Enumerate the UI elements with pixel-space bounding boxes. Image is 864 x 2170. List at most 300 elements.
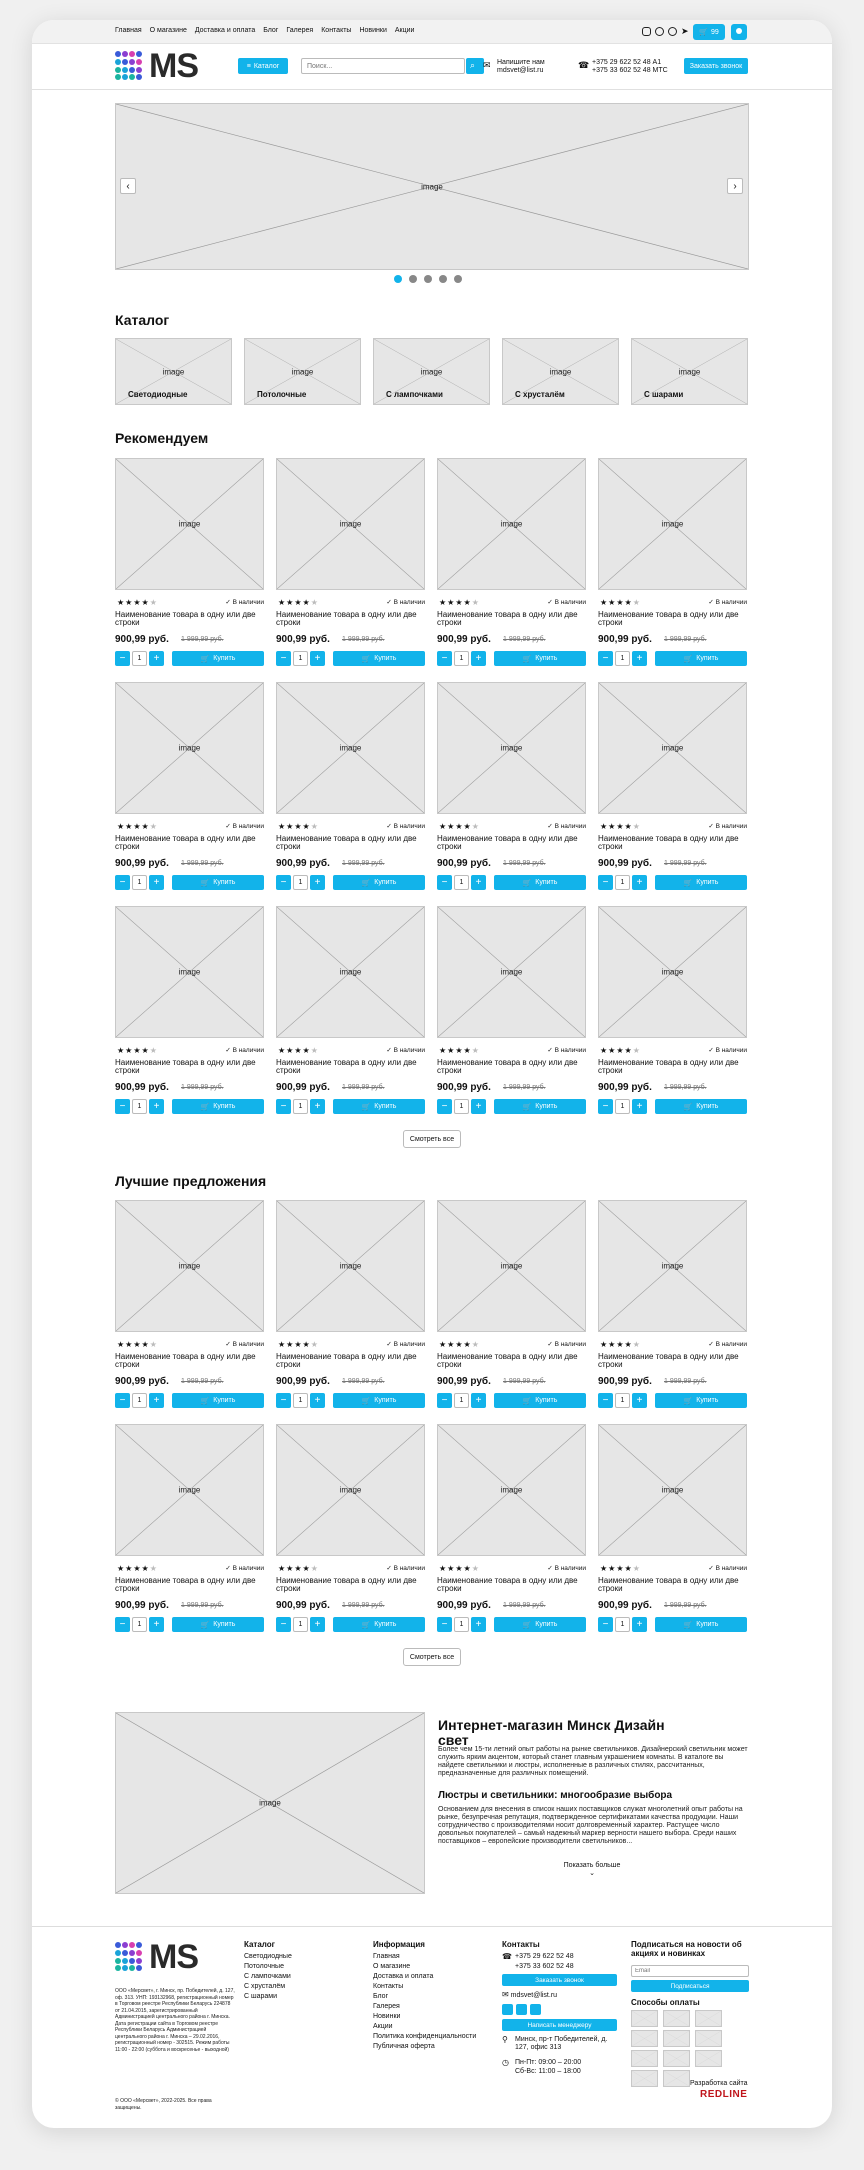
qty-plus-button[interactable]: + [632,1617,647,1632]
buy-label: Купить [535,879,558,886]
qty-plus-button[interactable]: + [632,875,647,890]
product-image-label: image [178,967,201,977]
search-button[interactable] [466,58,484,74]
location-icon: ⚲ [502,2035,508,2044]
stock-label: В наличии [232,1047,264,1054]
product-image[interactable] [598,1424,747,1556]
footer-hours [502,2058,581,2076]
star-icon: ★★★★ [117,598,150,607]
buy-label: Купить [374,1621,397,1628]
star-icon: ★★★★ [278,822,311,831]
product-name[interactable]: Наименование товара в одну или две строки [115,1058,256,1075]
buy-button[interactable] [655,875,747,890]
buy-button[interactable] [172,875,264,890]
footer-info-link[interactable]: Политика конфиденциальности [373,2033,477,2040]
slider-dot[interactable] [409,275,417,283]
qty-minus-button[interactable]: − [598,1393,613,1408]
callback-button[interactable]: Заказать звонок [684,58,748,74]
product-price: 900,99 руб. [437,634,491,645]
mail-icon: ✉ [483,60,491,70]
qty-minus-button[interactable]: − [598,1617,613,1632]
catalog-title: Каталог [115,312,170,328]
footer-email[interactable] [502,1990,557,2001]
qty-plus-button[interactable]: + [471,1099,486,1114]
qty-input[interactable]: 1 [132,875,147,890]
check-icon: ✓ [547,1565,555,1572]
product-name[interactable]: Наименование товара в одну или две строки [437,1058,578,1075]
qty-plus-button[interactable]: + [632,1099,647,1114]
buy-button[interactable] [172,1393,264,1408]
stock-status [386,598,425,606]
qty-plus-button[interactable]: + [310,1099,325,1114]
star-empty-icon: ★ [149,822,158,831]
product-name[interactable]: Наименование товара в одну или две строки [276,834,417,851]
product-old-price: 1 999,99 руб. [181,1602,224,1609]
footer-catalog-link[interactable]: С шарами [244,1993,278,2000]
viber-icon[interactable] [655,27,664,36]
check-icon: ✓ [547,1047,555,1054]
product-name[interactable]: Наименование товара в одну или две строки [598,1058,739,1075]
qty-input[interactable]: 1 [454,1099,469,1114]
nav-item-home[interactable]: Главная [115,27,142,34]
product-card [115,906,264,1132]
rating-stars [117,822,158,831]
nav-item-gallery[interactable]: Галерея [286,27,314,34]
product-name[interactable]: Наименование товара в одну или две строки [115,1352,256,1369]
star-icon: ★★★★ [600,1564,633,1573]
product-old-price: 1 999,99 руб. [503,860,546,867]
product-name[interactable]: Наименование товара в одну или две строки [598,834,739,851]
check-icon: ✓ [386,599,394,606]
star-icon: ★★★★ [439,1340,472,1349]
footer-info-link[interactable]: Публичная оферта [373,2043,435,2050]
qty-minus-button[interactable]: − [437,875,452,890]
star-empty-icon: ★ [632,598,641,607]
product-image[interactable] [598,1200,747,1332]
product-name[interactable]: Наименование товара в одну или две строки [598,1576,739,1593]
check-icon: ✓ [547,599,555,606]
stock-label: В наличии [715,599,747,606]
star-empty-icon: ★ [310,822,319,831]
product-card [437,458,586,684]
buy-button[interactable] [172,1617,264,1632]
footer-phones[interactable] [502,1952,574,1972]
social-icons [642,26,689,37]
nav-item-about[interactable]: О магазине [149,27,187,34]
catalog-button[interactable] [238,58,288,74]
footer-email-value: mdsvet@list.ru [510,1992,558,1999]
developer-logo[interactable]: REDLINE [700,2089,748,2100]
cart-button[interactable] [693,24,725,40]
catalog-card-label: С хрусталём [515,390,565,399]
footer-info-link[interactable]: Блог [373,1993,389,2000]
qty-plus-button[interactable]: + [310,1617,325,1632]
qty-input[interactable]: 1 [293,651,308,666]
buy-label: Купить [696,1397,719,1404]
qty-input[interactable]: 1 [454,1393,469,1408]
buy-label: Купить [374,1103,397,1110]
footer-catalog-link[interactable]: Светодиодные [244,1953,292,1960]
buy-button[interactable] [333,651,425,666]
footer-logo-text: MS [149,1937,198,1976]
buy-button[interactable] [494,1617,586,1632]
product-name[interactable]: Наименование товара в одну или две строки [276,1576,417,1593]
star-icon: ★★★★ [439,822,472,831]
user-button[interactable] [731,24,747,40]
product-name[interactable]: Наименование товара в одну или две строки [115,1576,256,1593]
about-image-label: image [259,1798,281,1808]
star-empty-icon: ★ [471,1046,480,1055]
qty-plus-button[interactable]: + [310,875,325,890]
product-price: 900,99 руб. [598,1082,652,1093]
rating-stars [439,822,480,831]
stock-status [708,598,747,606]
product-image-label: image [339,1261,362,1271]
catalog-image-label: image [549,367,572,376]
buy-button[interactable] [172,651,264,666]
product-name[interactable]: Наименование товара в одну или две строки [276,1352,417,1369]
qty-plus-button[interactable]: + [310,1393,325,1408]
buy-label: Купить [213,1621,236,1628]
telegram-icon[interactable] [530,2004,541,2015]
slider-dot[interactable] [439,275,447,283]
product-old-price: 1 999,99 руб. [664,1378,707,1385]
catalog-image-label: image [291,367,314,376]
product-price: 900,99 руб. [598,1376,652,1387]
qty-plus-button[interactable]: + [632,651,647,666]
qty-input[interactable]: 1 [454,651,469,666]
whatsapp-icon[interactable] [668,27,677,36]
cart-icon: 🛒 [200,1397,210,1405]
footer-phone-1: +375 29 622 52 48 [515,1953,574,1960]
buy-button[interactable] [655,1099,747,1114]
buy-button[interactable] [655,1617,747,1632]
product-image[interactable] [276,682,425,814]
qty-minus-button[interactable]: − [276,1099,291,1114]
cart-icon: 🛒 [361,655,371,663]
product-image[interactable] [437,906,586,1038]
buy-button[interactable] [494,651,586,666]
product-price: 900,99 руб. [437,1600,491,1611]
product-image[interactable] [437,682,586,814]
product-name[interactable]: Наименование товара в одну или две строки [276,610,417,627]
footer-info-link[interactable]: Доставка и оплата [373,1973,434,1980]
product-name[interactable]: Наименование товара в одну или две строки [276,1058,417,1075]
qty-minus-button[interactable]: − [115,1099,130,1114]
qty-plus-button[interactable]: + [471,1617,486,1632]
qty-minus-button[interactable]: − [276,875,291,890]
buy-label: Купить [374,879,397,886]
payment-method-logo [663,2070,690,2087]
stock-label: В наличии [554,1047,586,1054]
qty-minus-button[interactable]: − [115,875,130,890]
footer-info-link[interactable]: О магазине [373,1963,411,1970]
viber-icon[interactable] [516,2004,527,2015]
header-phones[interactable] [578,59,668,75]
rating-stars [117,1046,158,1055]
star-empty-icon: ★ [471,1340,480,1349]
stock-label: В наличии [554,1565,586,1572]
footer-info-link[interactable]: Новинки [373,2013,401,2020]
qty-input[interactable]: 1 [293,1099,308,1114]
product-image[interactable] [276,458,425,590]
product-image[interactable] [598,458,747,590]
buy-button[interactable] [494,875,586,890]
catalog-card-label: С шарами [644,390,684,399]
header-email[interactable] [483,59,545,75]
product-image[interactable] [115,1200,264,1332]
catalog-card-label: С лампочками [386,390,443,399]
star-icon: ★★★★ [600,822,633,831]
instagram-icon[interactable] [502,2004,513,2015]
qty-minus-button[interactable]: − [276,1393,291,1408]
product-price: 900,99 руб. [115,1376,169,1387]
product-image[interactable] [598,906,747,1038]
slider-next-button[interactable] [727,178,743,194]
recommended-view-all-button[interactable]: Смотреть все [403,1130,461,1148]
product-name[interactable]: Наименование товара в одну или две строки [437,1576,578,1593]
qty-input[interactable]: 1 [615,1617,630,1632]
check-icon: ✓ [225,1047,233,1054]
footer-info-link[interactable]: Контакты [373,1983,404,1990]
slider-dot[interactable] [424,275,432,283]
qty-plus-button[interactable]: + [471,1393,486,1408]
qty-minus-button[interactable]: − [115,1617,130,1632]
catalog-card[interactable] [502,338,619,405]
qty-input[interactable]: 1 [132,1099,147,1114]
recommended-title: Рекомендуем [115,430,209,446]
star-icon: ★★★★ [117,822,150,831]
buy-button[interactable] [655,1393,747,1408]
star-empty-icon: ★ [632,822,641,831]
stock-status [386,1046,425,1054]
stock-status [225,1564,264,1572]
product-name[interactable]: Наименование товара в одну или две строки [437,1352,578,1369]
qty-minus-button[interactable]: − [437,1099,452,1114]
qty-minus-button[interactable]: − [115,651,130,666]
rating-stars [439,1340,480,1349]
buy-button[interactable] [333,1617,425,1632]
product-name[interactable]: Наименование товара в одну или две строки [115,610,256,627]
product-price: 900,99 руб. [598,634,652,645]
logo[interactable] [115,46,219,85]
qty-input[interactable]: 1 [132,1393,147,1408]
stock-label: В наличии [393,1341,425,1348]
check-icon: ✓ [708,1341,716,1348]
rating-stars [439,1046,480,1055]
buy-button[interactable] [333,1393,425,1408]
slider-prev-button[interactable] [120,178,136,194]
rating-stars [278,1564,319,1573]
qty-minus-button[interactable]: − [598,1099,613,1114]
star-icon: ★★★★ [278,1340,311,1349]
search-input[interactable] [301,58,465,74]
rating-stars [439,1564,480,1573]
cart-icon: 🛒 [361,879,371,887]
qty-minus-button[interactable]: − [598,651,613,666]
catalog-card[interactable] [244,338,361,405]
qty-input[interactable]: 1 [293,1617,308,1632]
qty-input[interactable]: 1 [615,1099,630,1114]
product-image[interactable] [276,1424,425,1556]
footer-logo[interactable] [115,1937,219,1976]
product-image[interactable] [115,906,264,1038]
phone-icon: ☎ [578,60,590,70]
product-name[interactable]: Наименование товара в одну или две строки [598,1352,739,1369]
qty-input[interactable]: 1 [454,875,469,890]
qty-input[interactable]: 1 [454,1617,469,1632]
slider-dot[interactable] [454,275,462,283]
star-icon: ★★★★ [600,1340,633,1349]
buy-button[interactable] [333,875,425,890]
product-card [598,682,747,908]
rating-stars [278,1046,319,1055]
instagram-icon[interactable] [642,27,651,36]
footer-hours-1: Пн-Пт: 09:00 – 20:00 [515,2059,582,2066]
buy-button[interactable] [172,1099,264,1114]
star-empty-icon: ★ [149,1046,158,1055]
qty-input[interactable]: 1 [615,651,630,666]
qty-minus-button[interactable]: − [437,1617,452,1632]
stock-label: В наличии [232,1341,264,1348]
stock-label: В наличии [232,1565,264,1572]
footer-info-link[interactable]: Галерея [373,2003,400,2010]
product-image-label: image [500,1261,523,1271]
product-image[interactable] [437,1424,586,1556]
qty-input[interactable]: 1 [293,875,308,890]
footer-catalog-link[interactable]: С хрусталём [244,1983,286,1990]
buy-label: Купить [374,655,397,662]
subscribe-email-input[interactable] [631,1965,749,1977]
telegram-icon[interactable]: ➤ [681,26,689,36]
product-image-label: image [500,519,523,529]
product-name[interactable]: Наименование товара в одну или две строки [598,610,739,627]
cart-icon: 🛒 [522,655,532,663]
subscribe-button[interactable]: Подписаться [631,1980,749,1992]
product-name[interactable]: Наименование товара в одну или две строки [437,610,578,627]
product-image[interactable] [276,1200,425,1332]
buy-button[interactable] [494,1393,586,1408]
show-more-button[interactable] [562,1862,622,1877]
check-icon: ✓ [386,1341,394,1348]
payment-method-logo [631,2070,658,2087]
product-image[interactable] [276,906,425,1038]
qty-plus-button[interactable]: + [149,1617,164,1632]
qty-input[interactable]: 1 [293,1393,308,1408]
product-price: 900,99 руб. [598,858,652,869]
product-old-price: 1 999,99 руб. [181,860,224,867]
product-name[interactable]: Наименование товара в одну или две строки [437,834,578,851]
product-image[interactable] [437,1200,586,1332]
qty-plus-button[interactable]: + [632,1393,647,1408]
catalog-image-label: image [678,367,701,376]
product-card [115,458,264,684]
qty-minus-button[interactable]: − [276,1617,291,1632]
product-name[interactable]: Наименование товара в одну или две строки [115,834,256,851]
footer-catalog-link[interactable]: С лампочками [244,1973,291,1980]
qty-input[interactable]: 1 [132,651,147,666]
product-old-price: 1 999,99 руб. [342,636,385,643]
check-icon: ✓ [547,823,555,830]
check-icon: ✓ [708,599,716,606]
qty-plus-button[interactable]: + [149,875,164,890]
top-nav [115,27,414,34]
product-image[interactable] [598,682,747,814]
nav-item-blog[interactable]: Блог [263,27,279,34]
write-manager-button[interactable]: Написать менеджеру [502,2019,617,2031]
catalog-card[interactable] [115,338,232,405]
footer-copyright: © ООО «Мерсвет», 2022-2025. Все права защищены. [115,2098,212,2111]
star-empty-icon: ★ [149,1340,158,1349]
slider-dot[interactable] [394,275,402,283]
footer-divider [32,1926,832,1927]
rating-stars [278,598,319,607]
qty-plus-button[interactable]: + [471,875,486,890]
product-card [598,458,747,684]
product-image[interactable] [115,1424,264,1556]
product-image[interactable] [437,458,586,590]
qty-minus-button[interactable]: − [598,875,613,890]
qty-plus-button[interactable]: + [310,651,325,666]
catalog-card[interactable] [373,338,490,405]
catalog-image-label: image [162,367,185,376]
nav-item-delivery[interactable]: Доставка и оплата [194,27,256,34]
footer-callback-button[interactable]: Заказать звонок [502,1974,617,1986]
footer-info-link[interactable]: Акции [373,2023,393,2030]
stock-status [225,822,264,830]
product-image[interactable] [115,458,264,590]
hero-slider[interactable] [115,103,749,270]
nav-item-new[interactable]: Новинки [359,27,387,34]
nav-item-sales[interactable]: Акции [394,27,415,34]
buy-button[interactable] [333,1099,425,1114]
qty-minus-button[interactable]: − [437,1393,452,1408]
catalog-card[interactable] [631,338,748,405]
qty-minus-button[interactable]: − [115,1393,130,1408]
qty-plus-button[interactable]: + [149,651,164,666]
buy-label: Купить [535,1103,558,1110]
stock-status [708,1046,747,1054]
stock-status [225,598,264,606]
email-value: mdsvet@list.ru [497,67,544,74]
qty-input[interactable]: 1 [615,1393,630,1408]
qty-minus-button[interactable]: − [437,651,452,666]
star-icon: ★★★★ [439,598,472,607]
stock-label: В наличии [232,823,264,830]
qty-plus-button[interactable]: + [149,1393,164,1408]
qty-input[interactable]: 1 [132,1617,147,1632]
buy-label: Купить [535,1397,558,1404]
buy-button[interactable] [655,651,747,666]
qty-minus-button[interactable]: − [276,651,291,666]
footer-catalog-link[interactable]: Потолочные [244,1963,284,1970]
qty-input[interactable]: 1 [615,875,630,890]
stock-status [547,598,586,606]
qty-plus-button[interactable]: + [471,651,486,666]
nav-item-contacts[interactable]: Контакты [321,27,352,34]
footer-info-link[interactable]: Главная [373,1953,400,1960]
product-image[interactable] [115,682,264,814]
check-icon: ✓ [386,823,394,830]
rating-stars [117,598,158,607]
stock-label: В наличии [393,599,425,606]
qty-plus-button[interactable]: + [149,1099,164,1114]
buy-button[interactable] [494,1099,586,1114]
buy-label: Купить [213,1397,236,1404]
best-view-all-button[interactable]: Смотреть все [403,1648,461,1666]
stock-status [547,1340,586,1348]
rating-stars [278,1340,319,1349]
